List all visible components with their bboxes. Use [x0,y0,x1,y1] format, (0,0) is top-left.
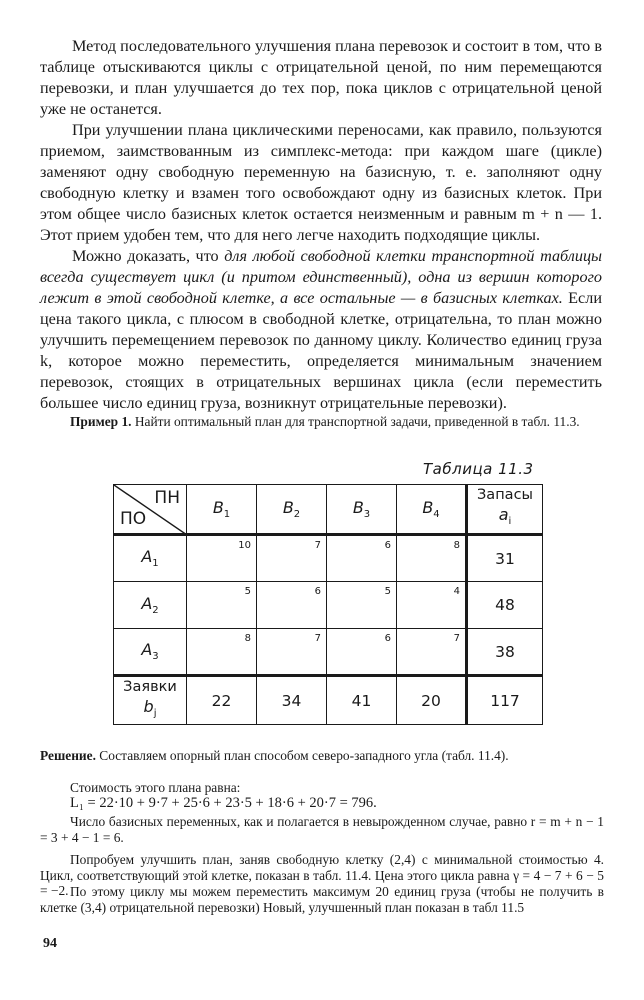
solution-formula: L₁ = 22·10 + 9·7 + 25·6 + 23·5 + 18·6 + 20·7 = 796. [70,795,377,811]
example-heading: Пример 1. Найти оптимальный план для транспортной задачи, приведенной в табл. 11.3. [70,414,580,429]
solution-intro: Решение. Составляем опорный план способом северо-западного угла (табл. 11.4). [40,748,509,763]
table-caption: Таблица 11.3 [423,460,534,478]
solution-move: По этому циклу мы можем переместить максимум 20 единиц груза (чтобы не получить в клетке (3,4) отрицательной перевозки) Новый, улучшенный план показан в табл 11.5 [40,884,604,915]
cost-cell: 10 [187,535,257,582]
demand-b3: 41 [327,676,397,725]
cost-cell: 6 [327,535,397,582]
page-number: 94 [43,936,57,951]
theorem-italic: для любой свободной клетки транспортной таблицы всегда существует цикл (и притом единственный), одна из вершин которого лежит в этой свободной клетке, а все остальные — в базисных клетках. [40,247,603,307]
demand-b4: 20 [397,676,467,725]
row-header-a2: $A_2$ [114,582,187,629]
paragraph-3: Можно доказать, что для любой свободной клетки транспортной таблицы всегда существует цикл (и притом единственный), одна из вершин которого лежит в этой свободной клетке, а все остальные — в базисных клетках. Если цена такого цикла, с плюсом в свободной клетке, отрицательна, то план можно улучшить перемещением перевозок по данному циклу. Количество единиц груза k, которое можно переместить, определяется минимальным значением перевозок, стоящих в отрицательных вершинах цикла (если переместить большее число единиц груза, возникнут отрицательные перевозки). [40,247,603,412]
row-header-a1: $A_1$ [114,535,187,582]
cost-cell: 8 [397,535,467,582]
cost-cell: 6 [327,629,397,676]
transport-table [113,484,543,725]
row-header-a3: $A_3$ [114,629,187,676]
table-row-demand [114,676,543,725]
corner-po-label: ПО [120,509,147,529]
cost-cell: 5 [327,582,397,629]
cost-cell: 6 [257,582,327,629]
solution-cycle: Попробуем улучшить план, заняв свободную клетку (2,4) с минимальной стоимостью 4. Цикл, соответствующий этой клетке, показан в табл. 11.4. Цена этого цикла равна γ = 4 − 7 + 6 − 5 = −2. [40,852,604,898]
supply-a1: 31 [467,535,543,582]
col-header-b4: $B_4$ [397,485,467,535]
col-header-b1: $B_1$ [187,485,257,535]
table-row-a2 [114,582,543,629]
table-row-a1 [114,535,543,582]
solution-cost-label: Стоимость этого плана равна: [70,780,241,795]
demand-b2: 34 [257,676,327,725]
total-cell: 117 [467,676,543,725]
corner-pn-label: ПН [154,488,180,508]
cost-cell: 5 [187,582,257,629]
cost-cell: 7 [257,629,327,676]
paragraph-1: Метод последовательного улучшения плана перевозок и состоит в том, что в таблице отыскиваются циклы с отрицательной ценой, по ним перемещаются перевозки, и план улучшается до тех пор, пока циклов с отрицательной ценой уже не останется. [40,37,602,118]
col-header-b3: $B_3$ [327,485,397,535]
cost-cell: 7 [397,629,467,676]
cost-cell: 8 [187,629,257,676]
supply-a3: 38 [467,629,543,676]
solution-basic-count: Число базисных переменных, как и полагается в невырожденном случае, равно r = m + n − 1 = 3 + 4 − 1 = 6. [40,814,604,845]
col-header-b2: $B_2$ [257,485,327,535]
paragraph-2: При улучшении плана циклическими переносами, как правило, пользуются приемом, заимствованным из симплекс-метода: при каждом шаге (цикле) заменяют одну свободную переменную на базисную, т. е. заполняют одну свободную клетку и взамен того освобождают одну из базисных клеток. При этом общее число базисных клеток остается неизменным и равным m + n — 1. Этот прием удобен тем, что для него легче находить подходящие циклы. [40,121,602,244]
demand-b1: 22 [187,676,257,725]
corner-cell [114,485,187,535]
cost-cell: 7 [257,535,327,582]
supply-a2: 48 [467,582,543,629]
supply-header: Запасы $a_i$ [467,485,543,535]
cost-cell: 4 [397,582,467,629]
demand-header: Заявки $b_j$ [114,676,187,725]
table-row-a3 [114,629,543,676]
